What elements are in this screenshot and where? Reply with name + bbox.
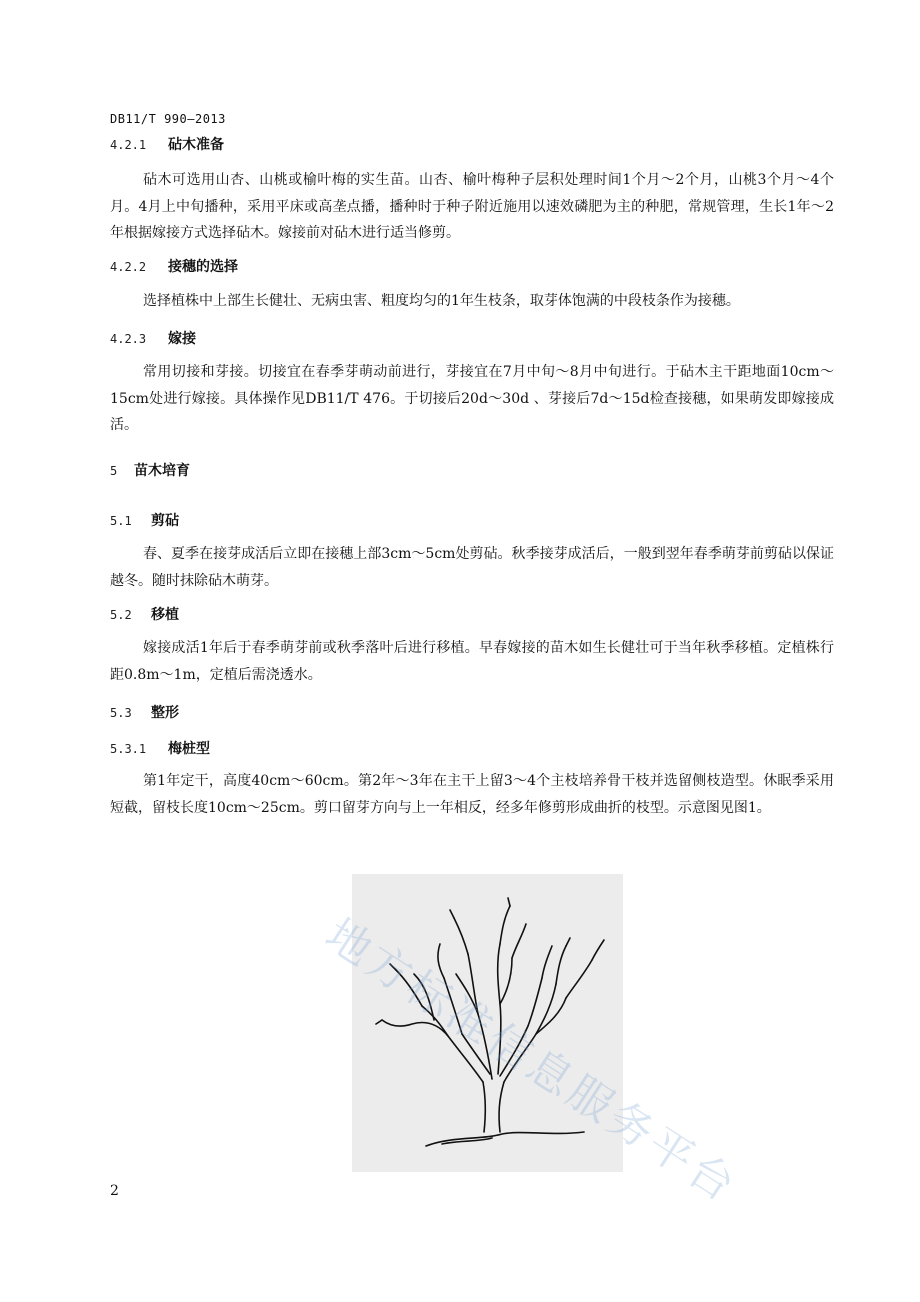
heading-title: 苗木培育: [134, 463, 190, 479]
paragraph-4-2-1: 砧木可选用山杏、山桃或榆叶梅的实生苗。山杏、榆叶梅种子层积处理时间1个月～2个月，山桃3个月～4个月。4月上中旬播种，采用平床或高垄点播，播种时于种子附近施用以速效磷肥为主的种肥，常规管理，生长1年～2年根据嫁接方式选择砧木。嫁接前对砧木进行适当修剪。: [110, 172, 834, 241]
paragraph-5-1: 春、夏季在接芽成活后立即在接穗上部3cm～5cm处剪砧。秋季接芽成活后，一般到翌年春季萌芽前剪砧以保证越冬。随时抹除砧木萌芽。: [110, 546, 834, 589]
page-number: 2: [110, 1183, 119, 1199]
heading-title: 整形: [151, 705, 179, 721]
paragraph-4-2-2: 选择植株中上部生长健壮、无病虫害、粗度均匀的1年生枝条，取芽体饱满的中段枝条作为接穗。: [143, 293, 740, 309]
heading-title: 砧木准备: [168, 137, 224, 153]
heading-5-3-1: [110, 738, 210, 758]
heading-number: 5.3: [110, 706, 132, 720]
heading-5: [110, 460, 190, 480]
heading-number: 5.3.1: [110, 742, 147, 756]
heading-title: 接穗的选择: [168, 259, 238, 275]
heading-title: 梅桩型: [168, 741, 210, 757]
heading-4-2-2: [110, 256, 238, 276]
heading-5-1: [110, 510, 179, 530]
heading-number: 4.2.2: [110, 260, 147, 274]
heading-number: 4.2.3: [110, 332, 147, 346]
paragraph-5-3-1: 第1年定干，高度40cm～60cm。第2年～3年在主干上留3～4个主枝培养骨干枝并选留侧枝造型。休眠季采用短截，留枝长度10cm～25cm。剪口留芽方向与上一年相反，经多年修剪形成曲折的枝型。示意图见图1。: [110, 773, 834, 816]
document-header: DB11/T 990—2013: [110, 112, 226, 126]
heading-title: 嫁接: [168, 331, 196, 347]
watermark-text: 地方标准信息服务平台: [316, 909, 747, 1214]
heading-5-3: [110, 702, 179, 722]
heading-4-2-3: [110, 328, 196, 348]
heading-title: 剪砧: [151, 513, 179, 529]
heading-number: 5.1: [110, 514, 132, 528]
heading-number: 5: [110, 464, 118, 478]
heading-number: 5.2: [110, 608, 132, 622]
paragraph-4-2-3: 常用切接和芽接。切接宜在春季芽萌动前进行，芽接宜在7月中旬～8月中旬进行。于砧木主干距地面10cm～15cm处进行嫁接。具体操作见DB11/T 476。于切接后20d～30d 、芽接后7d～15d检查接穗，如果萌发即嫁接成活。: [110, 364, 834, 433]
heading-number: 4.2.1: [110, 138, 147, 152]
heading-5-2: [110, 604, 179, 624]
heading-title: 移植: [151, 607, 179, 623]
paragraph-5-2: 嫁接成活1年后于春季萌芽前或秋季落叶后进行移植。早春嫁接的苗木如生长健壮可于当年秋季移植。定植株行距0.8m～1m，定植后需浇透水。: [110, 640, 834, 683]
heading-4-2-1: [110, 134, 224, 154]
